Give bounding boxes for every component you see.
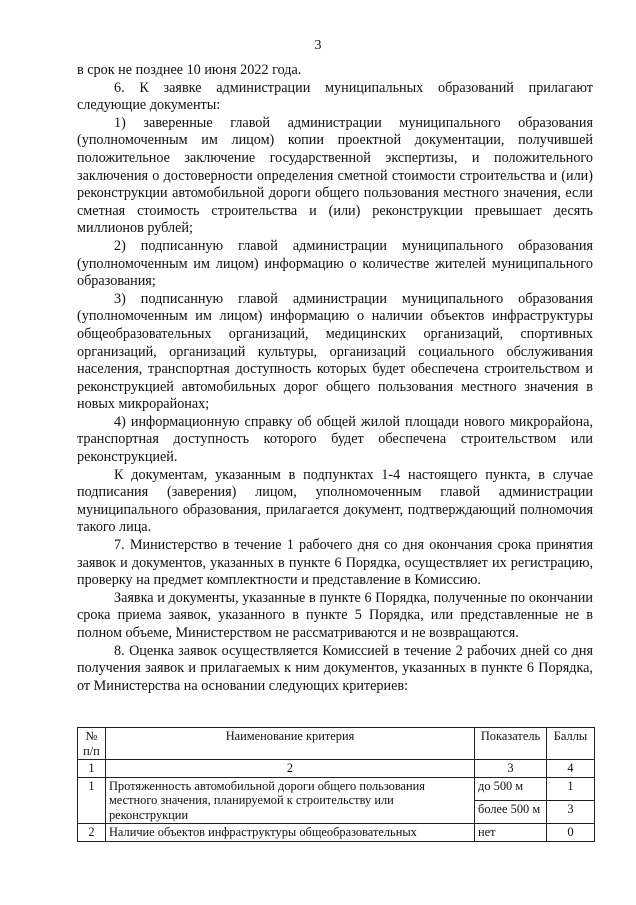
row-score: 3 xyxy=(547,800,595,823)
paragraph: 2) подписанную главой администрации муниципального образования (уполномоченным им лицом) информацию о количестве жителей муниципального образования; xyxy=(77,237,593,290)
document-body xyxy=(77,62,593,695)
numbering-cell: 1 xyxy=(78,760,106,778)
row-score: 1 xyxy=(547,777,595,800)
paragraph: Заявка и документы, указанные в пункте 6 Порядка, полученные по окончании срока приема заявок, указанного в пункте 5 Порядка, или представленные не в полном объеме, Министерством не рассматриваются и не возвращаются. xyxy=(77,589,593,641)
row-indicator: до 500 м xyxy=(475,777,547,800)
paragraph: 7. Министерство в течение 1 рабочего дня со дня окончания срока принятия заявок и документов, указанных в пункте 6 Порядка, осуществляет их регистрацию, проверку на предмет комплектности и представление в Комиссию. xyxy=(77,537,593,589)
row-indicator: более 500 м xyxy=(475,800,547,823)
paragraph: 4) информационную справку об общей жилой площади нового микрорайона, транспортная доступность которого будет обеспечена строительством или реконструкцией. xyxy=(77,413,593,466)
numbering-cell: 2 xyxy=(105,760,474,778)
row-criterion: Наличие объектов инфраструктуры общеобразовательных xyxy=(105,824,474,842)
numbering-cell: 4 xyxy=(547,760,595,778)
paragraph: 8. Оценка заявок осуществляется Комиссией в течение 2 рабочих дней со дня получения заявок и прилагаемых к ним документов, указанных в пункте 6 Порядка, от Министерства на основании следующих критериев: xyxy=(77,642,593,694)
row-score: 0 xyxy=(547,824,595,842)
table-header-row xyxy=(78,728,595,760)
paragraph: 6. К заявке администрации муниципальных образований прилагают следующие документы: xyxy=(77,79,593,114)
paragraph: 1) заверенные главой администрации муниципального образования (уполномоченным им лицом) копии проектной документации, получившей положительное заключение государственной экспертизы, и положительного заключения о достоверности определения сметной стоимости строительства и (или) реконструкции автомобильной дороги общего пользования местного значения, если сметная стоимость строительства и (или) реконструкции превышает десять миллионов рублей; xyxy=(77,114,593,237)
row-number: 1 xyxy=(78,777,106,824)
paragraph: в срок не позднее 10 июня 2022 года. xyxy=(77,62,302,78)
header-criterion: Наименование критерия xyxy=(105,728,474,760)
table-numbering-row xyxy=(78,760,595,778)
paragraph: 3) подписанную главой администрации муниципального образования (уполномоченным им лицом) информацию о наличии объектов инфраструктуры общеобразовательных организаций, медицинских организаций, спортивных организаций, организаций культуры, организаций социального обслуживания населения, транспортная доступность которых будет обеспечена строительством и реконструкцией автомобильных дорог общего пользования местного значения в новых микрорайонах; xyxy=(77,290,593,413)
paragraph: К документам, указанным в подпунктах 1-4 настоящего пункта, в случае подписания (заверения) лицом, уполномоченным главой администрации муниципального образования, прилагается документ, подтверждающий полномочия такого лица. xyxy=(77,466,593,536)
row-criterion: Протяженность автомобильной дороги общего пользования местного значения, планируемой к строительству или реконструкции xyxy=(105,777,474,824)
row-indicator: нет xyxy=(475,824,547,842)
header-score: Баллы xyxy=(547,728,595,760)
header-indicator: Показатель xyxy=(475,728,547,760)
criteria-table xyxy=(77,727,595,842)
header-number: № п/п xyxy=(78,728,106,760)
row-number: 2 xyxy=(78,824,106,842)
numbering-cell: 3 xyxy=(475,760,547,778)
table-row xyxy=(78,777,595,800)
table-row xyxy=(78,824,595,842)
page-number: 3 xyxy=(314,38,322,53)
